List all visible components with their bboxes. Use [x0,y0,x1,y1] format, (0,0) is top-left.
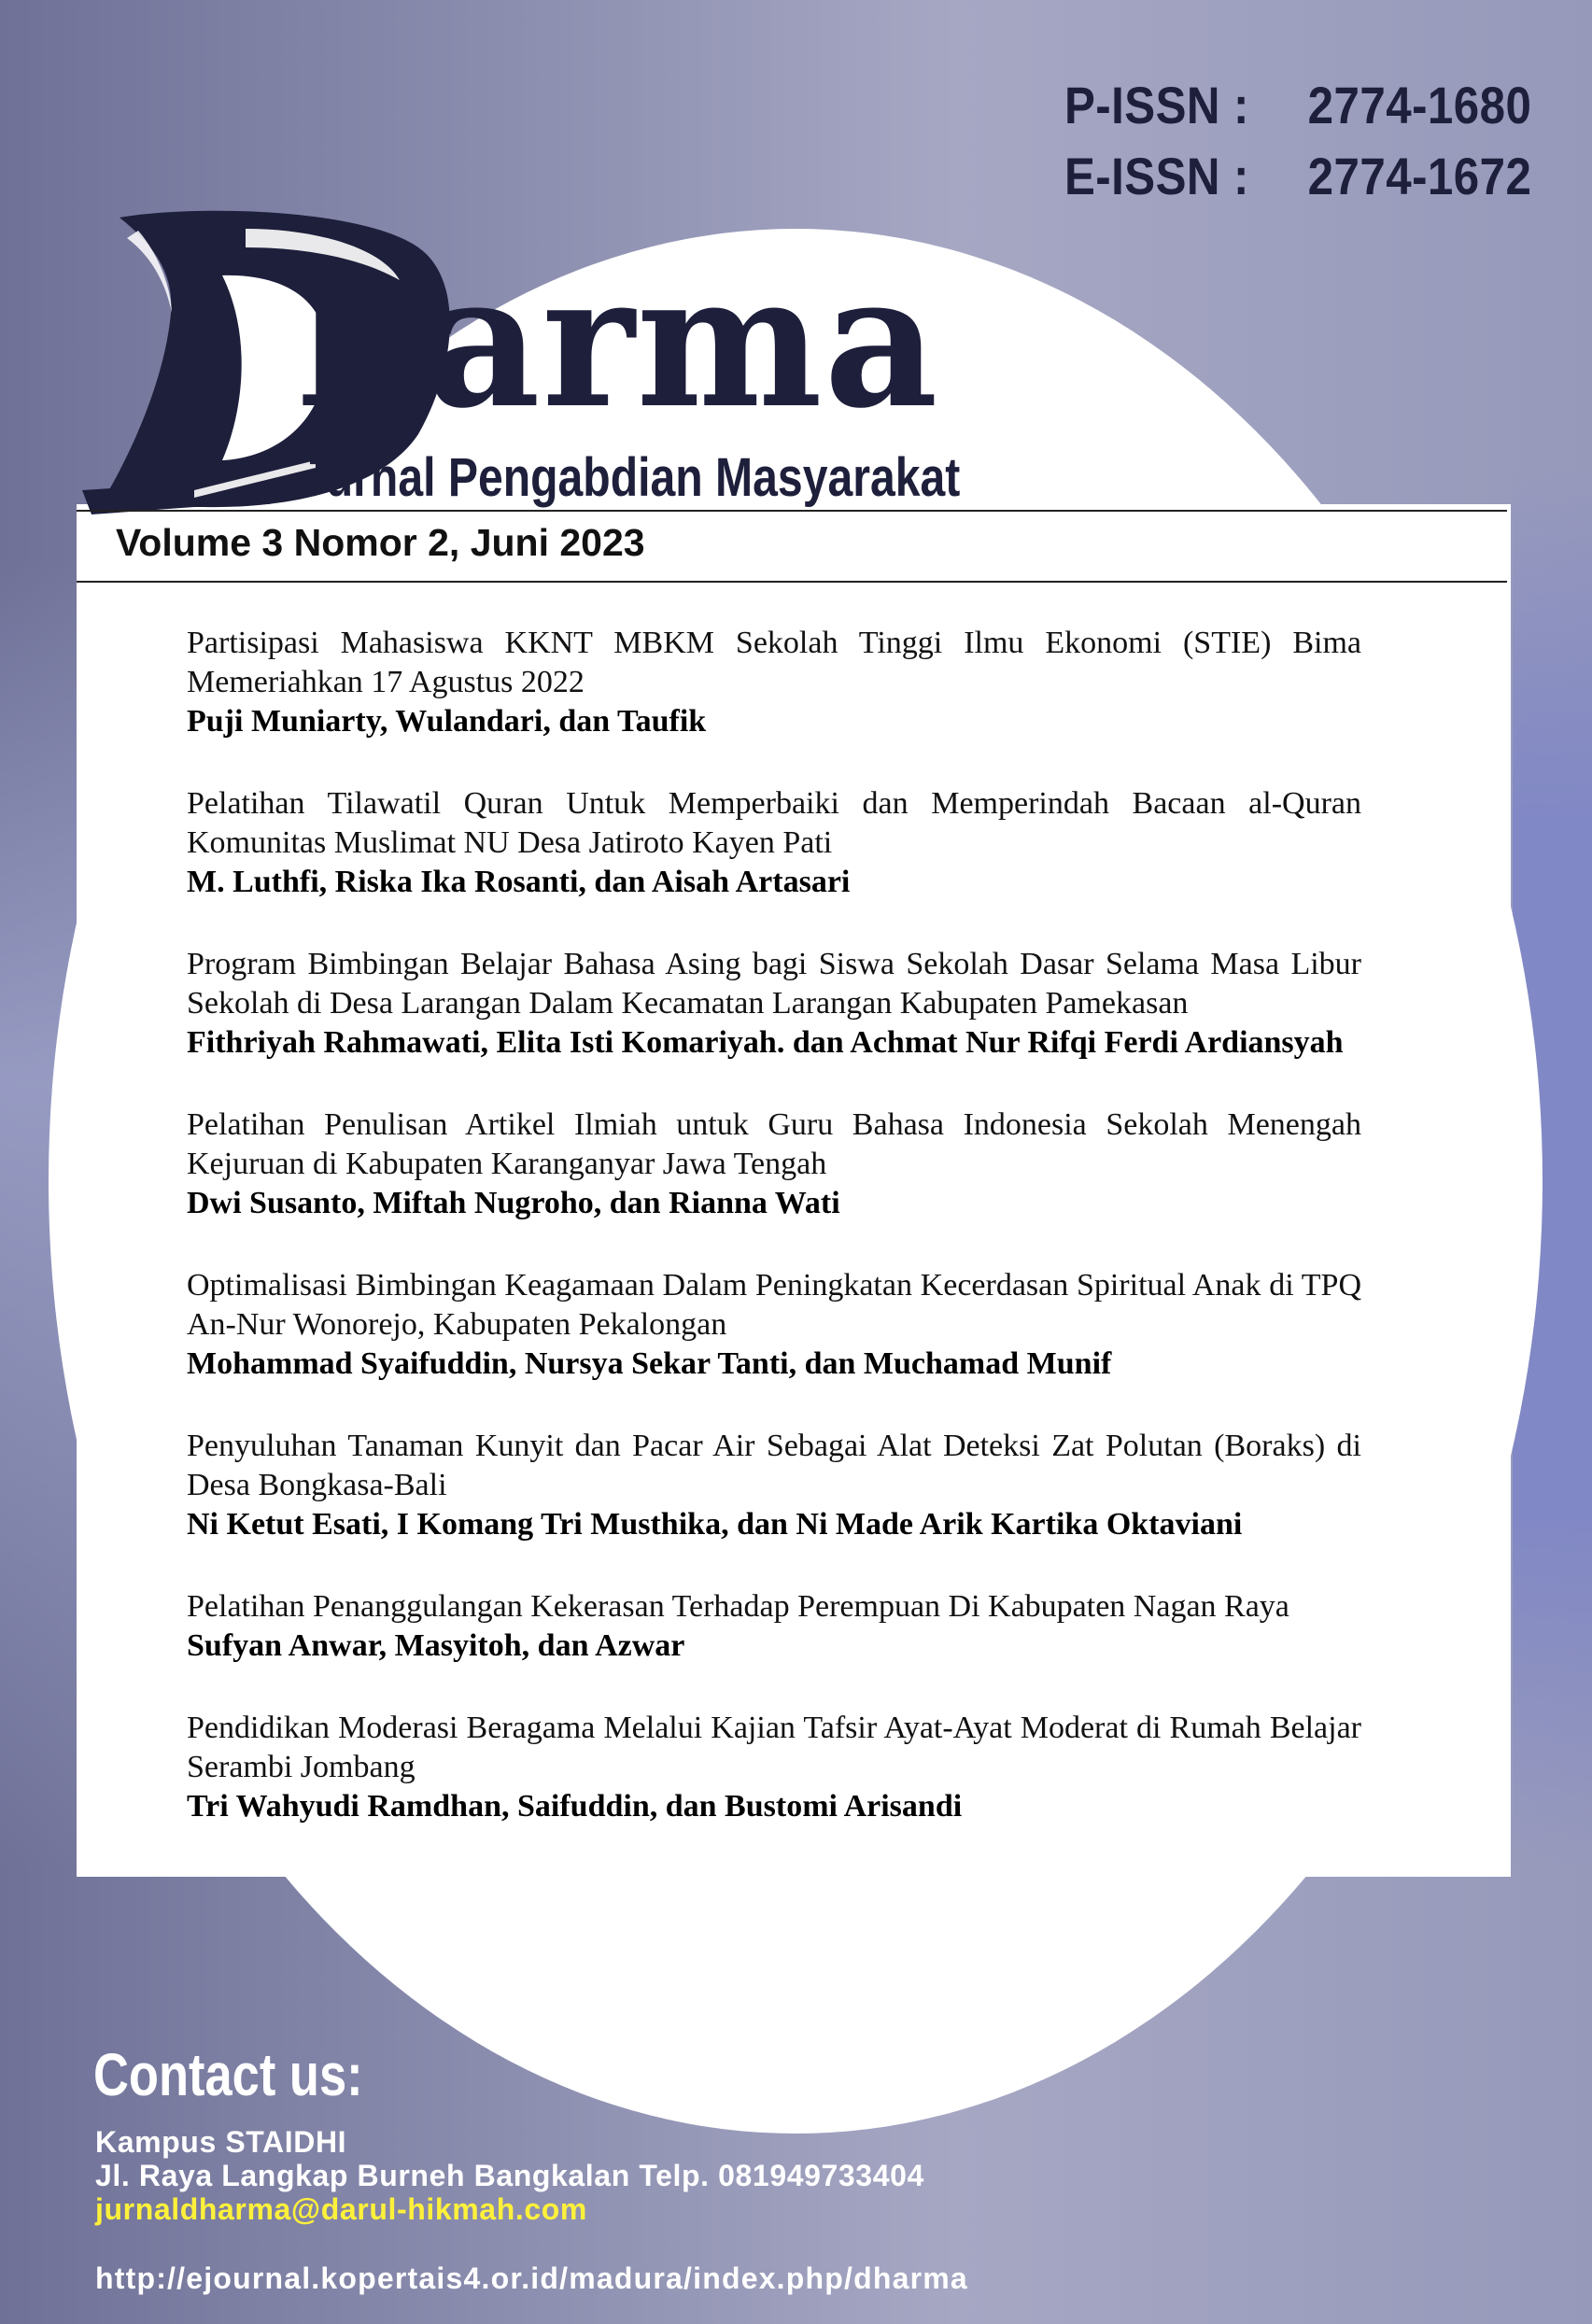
article-entry [187,945,1361,1063]
article-title: Pelatihan Penulisan Artikel Ilmiah untuk Guru Bahasa Indonesia Sekolah Menengah Kejuruan di Kabupaten Karanganyar Jawa Tengah [187,1107,1361,1181]
bottom-divider [77,581,1507,583]
article-authors: Dwi Susanto, Miftah Nugroho, dan Rianna Wati [187,1186,840,1220]
contact-address: Jl. Raya Langkap Burneh Bangkalan Telp. 081949733404 [95,2159,924,2192]
contact-campus: Kampus STAIDHI [95,2125,347,2159]
article-entry [187,1587,1361,1666]
article-authors: Mohammad Syaifuddin, Nursya Sekar Tanti, dan Muchamad Munif [187,1346,1112,1381]
article-authors: Fithriyah Rahmawati, Elita Isti Komariyah. dan Achmat Nur Rifqi Ferdi Ardiansyah [187,1025,1344,1060]
article-title: Partisipasi Mahasiswa KKNT MBKM Sekolah Tinggi Ilmu Ekonomi (STIE) Bima Memeriahkan 17 Agustus 2022 [187,626,1361,699]
issn-block [1039,70,1531,212]
journal-wordmark: harma [297,234,940,449]
article-authors: Tri Wahyudi Ramdhan, Saifuddin, dan Bustomi Arisandi [187,1789,963,1824]
electronic-issn [1039,141,1531,212]
article-authors: M. Luthfi, Riska Ika Rosanti, dan Aisah Artasari [187,865,851,899]
article-authors: Ni Ketut Esati, I Komang Tri Musthika, dan Ni Made Arik Kartika Oktaviani [187,1507,1243,1542]
print-issn-label: P-ISSN : [1064,76,1249,134]
article-entry [187,1709,1361,1826]
journal-url-link[interactable]: http://ejournal.kopertais4.or.id/madura/index.php/dharma [95,2261,968,2295]
contact-heading: Contact us: [93,2041,363,2108]
article-title: Pelatihan Tilawatil Quran Untuk Memperbaiki dan Memperindah Bacaan al-Quran Komunitas Muslimat NU Desa Jatiroto Kayen Pati [187,786,1361,860]
journal-subtitle: Jurnal Pengabdian Masyarakat [301,447,961,508]
article-title: Penyuluhan Tanaman Kunyit dan Pacar Air Sebagai Alat Deteksi Zat Polutan (Boraks) di Desa Bongkasa-Bali [187,1429,1361,1502]
article-authors: Sufyan Anwar, Masyitoh, dan Azwar [187,1628,685,1663]
volume-issue-label: Volume 3 Nomor 2, Juni 2023 [116,521,645,564]
article-title: Pendidikan Moderasi Beragama Melalui Kajian Tafsir Ayat-Ayat Moderat di Rumah Belajar Serambi Jombang [187,1711,1361,1784]
top-divider [77,510,1507,512]
article-title: Optimalisasi Bimbingan Keagamaan Dalam Peningkatan Kecerdasan Spiritual Anak di TPQ An-Nur Wonorejo, Kabupaten Pekalongan [187,1268,1361,1342]
table-of-contents [187,624,1361,1869]
article-entry [187,1266,1361,1384]
electronic-issn-label: E-ISSN : [1064,147,1249,205]
article-title: Program Bimbingan Belajar Bahasa Asing bagi Siswa Sekolah Dasar Selama Masa Libur Sekolah di Desa Larangan Dalam Kecamatan Larangan Kabupaten Pamekasan [187,947,1361,1021]
article-authors: Puji Muniarty, Wulandari, dan Taufik [187,704,707,739]
article-entry [187,784,1361,902]
contact-email-link[interactable]: jurnaldharma@darul-hikmah.com [95,2192,587,2226]
print-issn-value: 2774-1680 [1307,76,1531,134]
article-entry [187,624,1361,741]
print-issn [1039,70,1531,141]
article-title: Pelatihan Penanggulangan Kekerasan Terhadap Perempuan Di Kabupaten Nagan Raya [187,1589,1289,1624]
article-entry [187,1427,1361,1544]
electronic-issn-value: 2774-1672 [1307,147,1531,205]
article-entry [187,1106,1361,1223]
